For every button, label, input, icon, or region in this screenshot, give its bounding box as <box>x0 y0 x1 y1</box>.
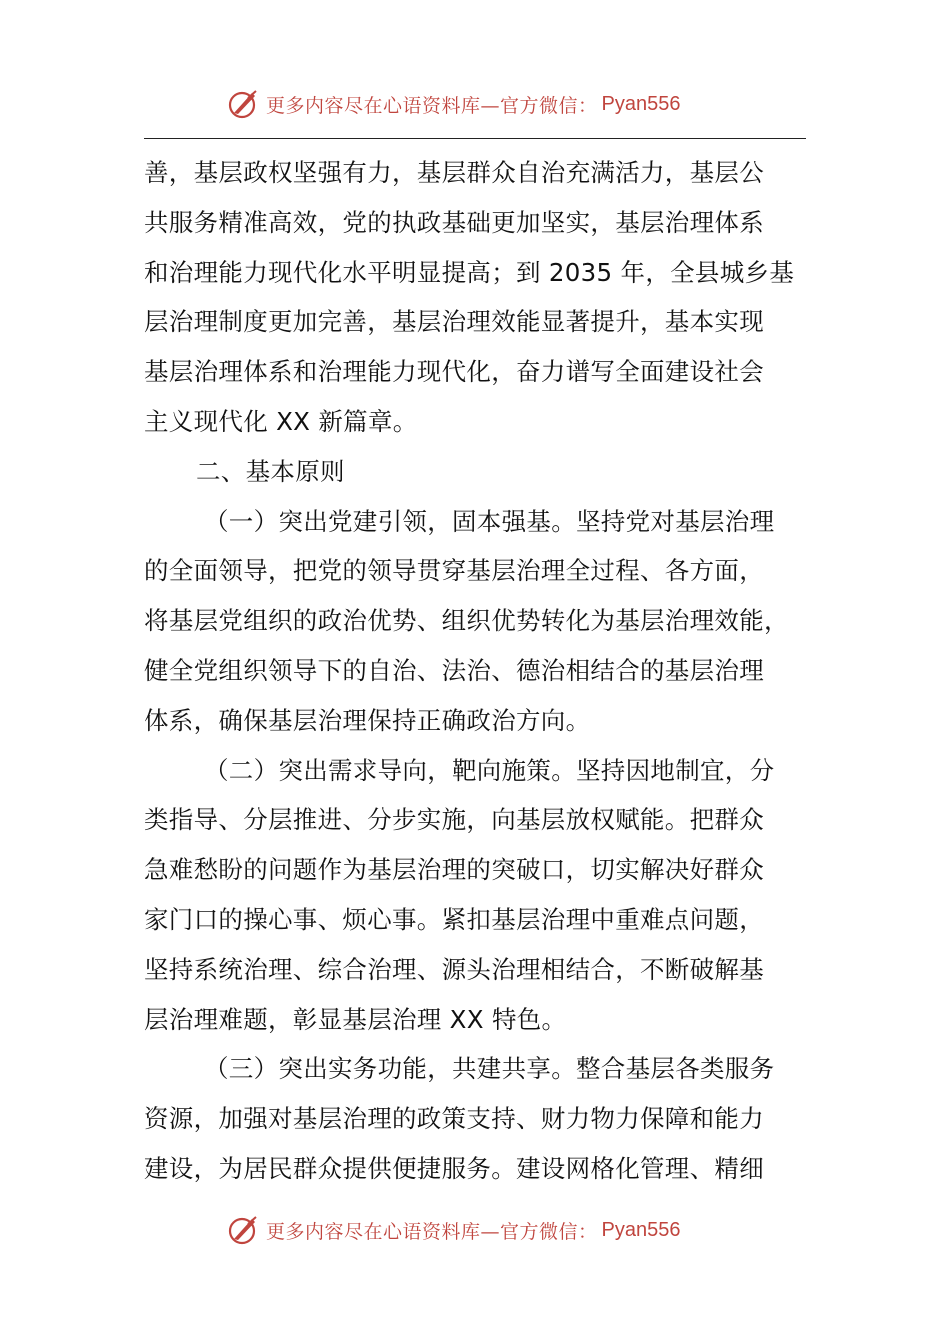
section-heading: 二、基本原则 <box>196 456 345 486</box>
text-line: 家门口的操心事、烦心事。紧扣基层治理中重难点问题， <box>144 904 764 934</box>
text-line: （二）突出需求导向，靶向施策。坚持因地制宜，分 <box>204 755 775 785</box>
watermark-wechat-id: Pyan556 <box>601 92 681 115</box>
text-line: 和治理能力现代化水平明显提高；到 2035 年，全县城乡基 <box>144 257 795 287</box>
document-body <box>144 148 804 1194</box>
text-line: （三）突出实务功能，共建共享。整合基层各类服务 <box>204 1054 775 1084</box>
header-divider <box>144 138 806 139</box>
watermark-wechat-id: Pyan556 <box>601 1218 681 1241</box>
text-line: 主义现代化 XX 新篇章。 <box>144 406 418 436</box>
text-line: 层治理难题，彰显基层治理 XX 特色。 <box>144 1004 567 1034</box>
text-line: 善，基层政权坚强有力，基层群众自治充满活力，基层公 <box>144 158 764 187</box>
text-line: 层治理制度更加完善，基层治理效能显著提升，基本实现 <box>144 307 764 337</box>
text-line: 体系，确保基层治理保持正确政治方向。 <box>144 705 591 735</box>
text-line: 的全面领导，把党的领导贯穿基层治理全过程、各方面， <box>144 556 764 586</box>
text-line: 急难愁盼的问题作为基层治理的突破口，切实解决好群众 <box>144 855 764 885</box>
text-line: 坚持系统治理、综合治理、源头治理相结合，不断破解基 <box>144 954 764 984</box>
quill-logo-icon <box>226 87 260 121</box>
text-line: （一）突出党建引领，固本强基。坚持党对基层治理 <box>204 506 775 536</box>
quill-logo-icon <box>226 1213 260 1247</box>
watermark-text: 更多内容尽在心语资料库—官方微信： <box>266 94 598 117</box>
text-line: 资源，加强对基层治理的政策支持、财力物力保障和能力 <box>144 1104 764 1134</box>
watermark-text: 更多内容尽在心语资料库—官方微信： <box>266 1220 598 1243</box>
text-line: 共服务精准高效，党的执政基础更加坚实，基层治理体系 <box>144 207 764 237</box>
header-watermark <box>226 84 680 124</box>
text-line: 类指导、分层推进、分步实施，向基层放权赋能。把群众 <box>144 805 764 835</box>
text-line: 建设，为居民群众提供便捷服务。建设网格化管理、精细 <box>144 1153 764 1183</box>
footer-watermark <box>226 1210 680 1250</box>
text-line: 将基层党组织的政治优势、组织优势转化为基层治理效能， <box>144 606 789 636</box>
text-line: 健全党组织领导下的自治、法治、德治相结合的基层治理 <box>144 655 764 685</box>
text-line: 基层治理体系和治理能力现代化，奋力谱写全面建设社会 <box>144 357 764 387</box>
